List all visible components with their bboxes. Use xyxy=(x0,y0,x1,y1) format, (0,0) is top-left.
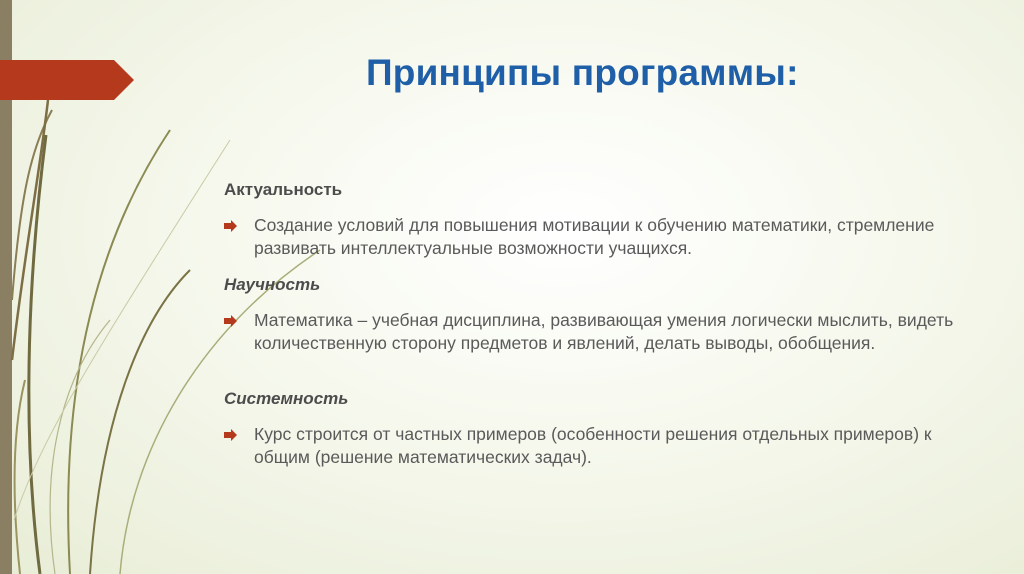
section-heading: Научность xyxy=(224,275,321,294)
bullet-item xyxy=(224,214,964,260)
slide-title: Принципы программы: xyxy=(366,52,799,93)
section-heading: Актуальность xyxy=(224,180,343,199)
section-scientific xyxy=(224,275,964,363)
arrow-right-icon xyxy=(224,309,254,332)
bullet-text: Создание условий для повышения мотивации к обучению математики, стремление развивать интеллектуальные возможности учащихся. xyxy=(254,215,935,258)
bullet-item xyxy=(224,309,964,355)
bullet-text: Курс строится от частных примеров (особенности решения отдельных примеров) к общим (решение математических задач). xyxy=(254,424,932,467)
section-heading: Системность xyxy=(224,389,349,408)
arrow-right-icon xyxy=(224,423,254,446)
bullet-item xyxy=(224,423,964,469)
arrow-right-icon xyxy=(224,214,254,237)
title-banner-arrow xyxy=(0,60,134,100)
section-systematic xyxy=(224,389,964,477)
bullet-text: Математика – учебная дисциплина, развивающая умения логически мыслить, видеть количественную сторону предметов и явлений, делать выводы, обобщения. xyxy=(254,310,954,353)
section-relevance xyxy=(224,180,964,268)
